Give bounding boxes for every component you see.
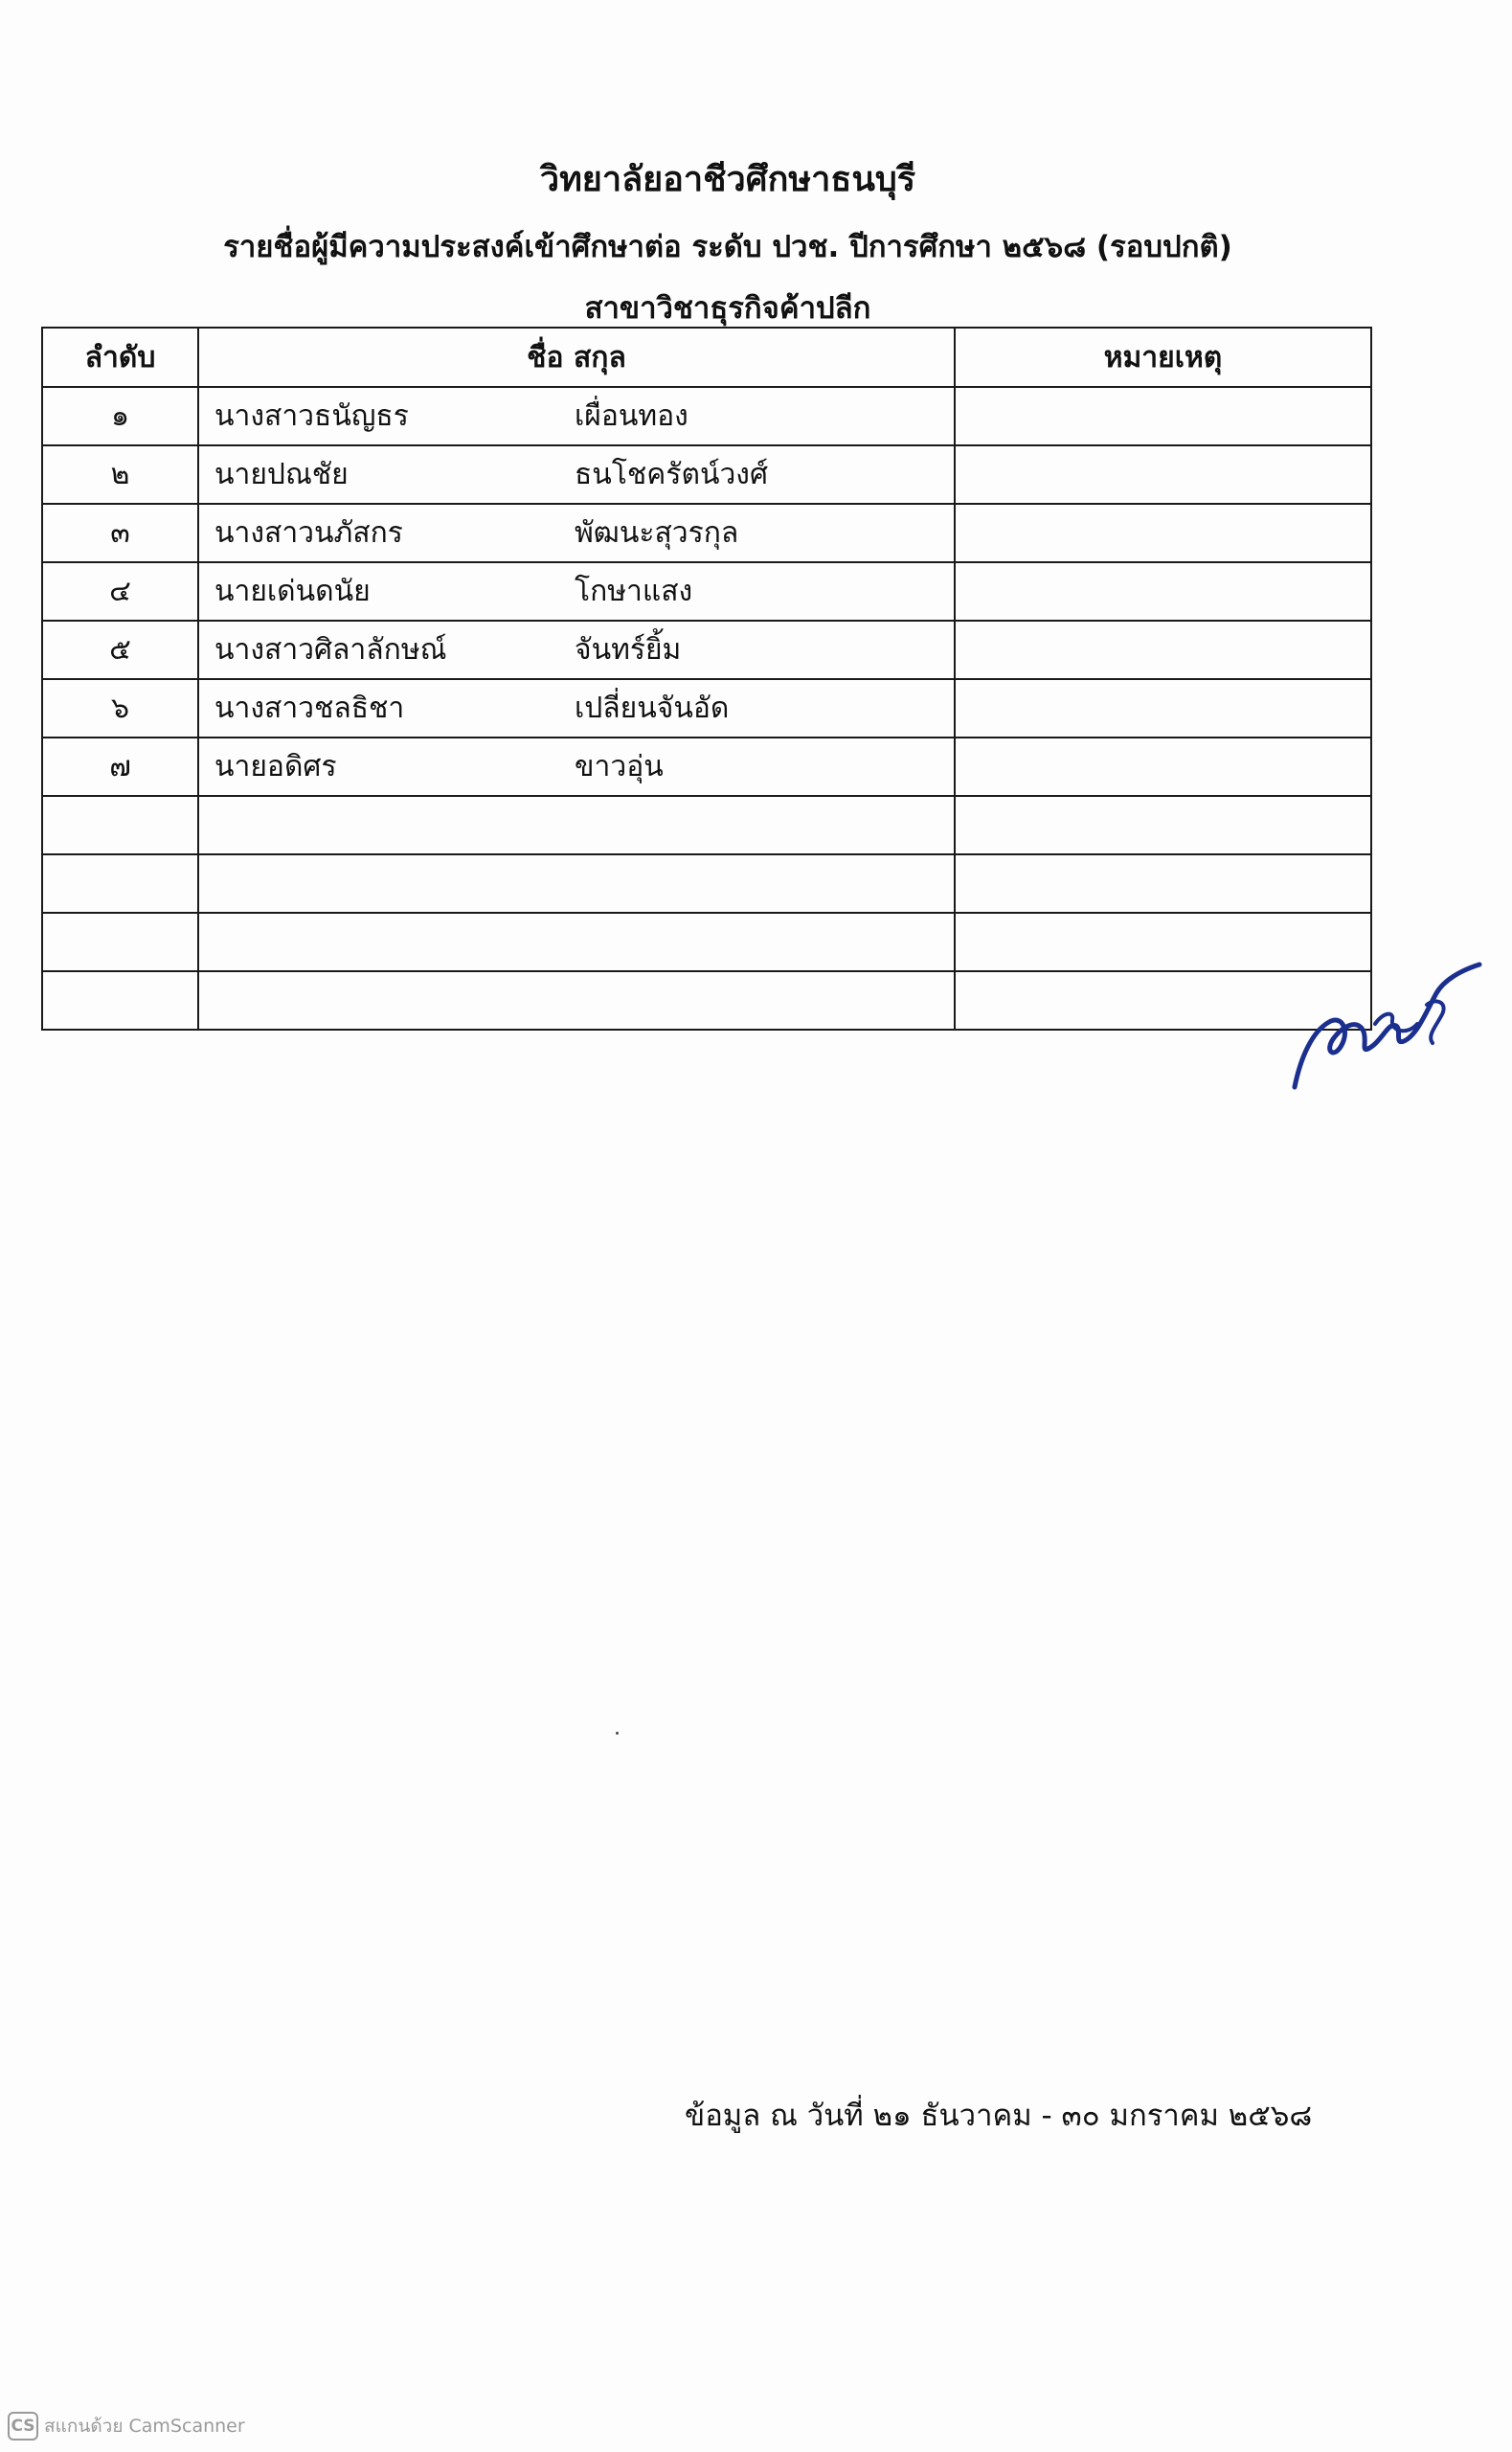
first-name: นายอดิศร (214, 750, 337, 783)
row-name-cell (198, 562, 955, 621)
table-row (42, 504, 1371, 562)
row-note (955, 738, 1371, 796)
row-note (955, 387, 1371, 445)
watermark-text: สแกนด้วย CamScanner (44, 2416, 245, 2437)
list-subtitle: รายชื่อผู้มีความประสงค์เข้าศึกษาต่อ ระดับ ปวช. ปีการศึกษา ๒๕๖๘ (รอบปกติ) (223, 230, 1232, 264)
last-name: โกษาแสง (575, 575, 693, 608)
signature-stroke (1375, 1014, 1417, 1032)
row-note (955, 562, 1371, 621)
first-name: นายปณชัย (214, 458, 349, 491)
handwritten-signature (1283, 943, 1494, 1097)
department-title: สาขาวิชาธุรกิจค้าปลีก (584, 291, 871, 326)
table-row-empty (42, 854, 1371, 913)
row-name-cell (198, 913, 955, 971)
table-row-empty (42, 913, 1371, 971)
table-row (42, 621, 1371, 679)
row-number: ๗ (42, 738, 198, 796)
table-row (42, 738, 1371, 796)
camscanner-logo-icon: CS (8, 2412, 38, 2441)
column-header-note: หมายเหตุ (955, 328, 1371, 387)
row-name-cell (198, 387, 955, 445)
row-number (42, 971, 198, 1030)
table-row (42, 445, 1371, 504)
table-row-empty (42, 971, 1371, 1030)
last-name: เปลี่ยนจันอัด (575, 692, 730, 725)
row-number (42, 796, 198, 854)
row-name-cell (198, 854, 955, 913)
last-name: ธนโชครัตน์วงศ์ (575, 458, 769, 491)
row-name-cell (198, 445, 955, 504)
row-note (955, 796, 1371, 854)
row-name-cell (198, 971, 955, 1030)
signature-stroke (1295, 965, 1479, 1087)
last-name: เผื่อนทอง (575, 399, 688, 433)
row-number (42, 854, 198, 913)
scanner-watermark (8, 2412, 245, 2441)
row-number: ๓ (42, 504, 198, 562)
first-name: นายเด่นดนัย (214, 575, 371, 608)
row-note (955, 621, 1371, 679)
row-name-cell (198, 504, 955, 562)
row-number: ๑ (42, 387, 198, 445)
row-number: ๒ (42, 445, 198, 504)
row-name-cell (198, 796, 955, 854)
row-note (955, 504, 1371, 562)
row-note (955, 445, 1371, 504)
row-number: ๔ (42, 562, 198, 621)
institution-title: วิทยาลัยอาชีวศึกษาธนบุรี (539, 160, 916, 199)
row-note (955, 679, 1371, 738)
first-name: นางสาวธนัญธร (214, 399, 409, 433)
column-header-no: ลำดับ (42, 328, 198, 387)
row-name-cell (198, 738, 955, 796)
table-header-row (42, 328, 1371, 387)
first-name: นางสาวนภัสกร (214, 516, 403, 550)
applicant-table (41, 327, 1372, 1031)
first-name: นางสาวชลธิชา (214, 692, 405, 725)
row-note (955, 854, 1371, 913)
applicant-table-wrapper (41, 327, 1370, 1031)
row-name-cell (198, 621, 955, 679)
row-number (42, 913, 198, 971)
row-name-cell (198, 679, 955, 738)
row-number: ๖ (42, 679, 198, 738)
table-row (42, 387, 1371, 445)
table-row (42, 562, 1371, 621)
row-number: ๕ (42, 621, 198, 679)
data-as-of-date: ข้อมูล ณ วันที่ ๒๑ ธันวาคม - ๓๐ มกราคม ๒๕๖๘ (685, 2099, 1313, 2133)
scan-speck (616, 1732, 619, 1735)
last-name: ขาวอุ่น (575, 750, 664, 783)
last-name: จันทร์ยิ้ม (575, 633, 682, 667)
last-name: พัฒนะสุวรกุล (575, 516, 739, 550)
first-name: นางสาวศิลาลักษณ์ (214, 633, 447, 667)
table-row (42, 679, 1371, 738)
table-row-empty (42, 796, 1371, 854)
column-header-name: ชื่อ สกุล (198, 328, 955, 387)
